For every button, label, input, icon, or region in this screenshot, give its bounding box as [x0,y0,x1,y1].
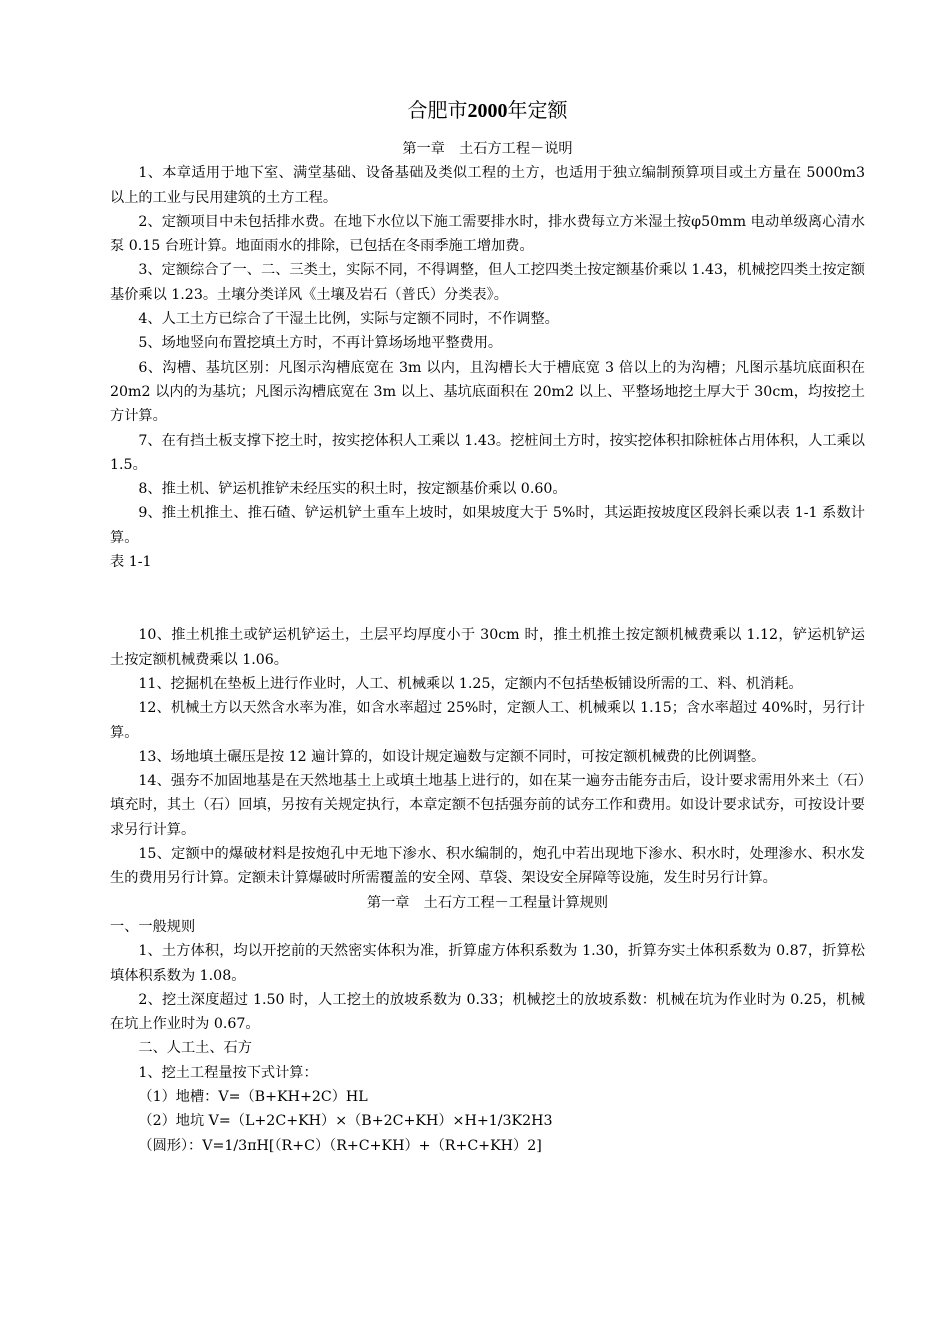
subheading: 一、一般规则 [110,918,196,935]
title-prefix: 合肥市 [407,98,468,122]
document-body [110,96,865,1158]
subheading: 二、人工土、石方 [138,1040,252,1057]
paragraph: 2、定额项目中未包括排水费。在地下水位以下施工需要排水时，排水费每立方米湿土按φ50mm 电动单级离心清水泵 0.15 台班计算。地面雨水的排除，已包括在冬雨季施工增加费。 [110,213,865,255]
formula: （1）地槽：V=（B+KH+2C）HL [138,1088,368,1105]
paragraph: 5、场地竖向布置挖填土方时，不再计算场场地平整费用。 [138,335,503,352]
paragraph: 14、强夯不加固地基是在天然地基土上或填土地基上进行的，如在某一遍夯击能夯击后，设计要求需用外来土（石）填充时，其土（石）回填，另按有关规定执行，本章定额不包括强夯前的试夯工作和费用。如设计要求试夯，可按设计要求另行计算。 [110,773,865,838]
paragraph: 6、沟槽、基坑区别：凡图示沟槽底宽在 3m 以内，且沟槽长大于槽底宽 3 倍以上的为沟槽；凡图示基坑底面积在 20m2 以内的为基坑；凡图示沟槽底宽在 3m 以上、基坑底面积在 20m2 以上、平整场地挖土厚大于 30cm，均按挖土方计算。 [110,359,865,425]
page-title [110,96,865,125]
paragraph: 10、推土机推土或铲运机铲运土，土层平均厚度小于 30cm 时，推土机推土按定额机械费乘以 1.12，铲运机铲运土按定额机械费乘以 1.06。 [110,627,865,668]
paragraph: 2、挖土深度超过 1.50 时，人工挖土的放坡系数为 0.33；机械挖土的放坡系数：机械在坑为作业时为 0.25，机械在坑上作业时为 0.67。 [110,991,865,1033]
paragraph: 12、机械土方以天然含水率为准，如含水率超过 25%时，定额人工、机械乘以 1.15；含水率超过 40%时，另行计算。 [110,700,865,741]
table-placeholder [110,574,865,623]
paragraph: 15、定额中的爆破材料是按炮孔中无地下渗水、积水编制的，炮孔中若出现地下渗水、积水时，处理渗水、积水发生的费用另行计算。定额未计算爆破时所需覆盖的安全网、草袋、架设安全屏障等设施，发生时另行计算。 [110,846,865,887]
title-suffix: 年定额 [507,98,568,122]
paragraph: 1、挖土工程量按下式计算： [138,1064,318,1081]
title-year: 2000 [467,100,508,122]
paragraph: 11、挖掘机在垫板上进行作业时，人工、机械乘以 1.25，定额内不包括垫板铺设所需的工、料、机消耗。 [138,675,803,692]
section1-heading: 第一章 土石方工程－说明 [402,141,573,157]
paragraph: 1、土方体积，均以开挖前的天然密实体积为准，折算虚方体积系数为 1.30，折算夯实土体积系数为 0.87，折算松填体积系数为 1.08。 [110,943,865,984]
formula: （圆形）：V=1/3πH[（R+C）（R+C+KH）+（R+C+KH）2] [138,1137,542,1154]
paragraph: 9、推土机推土、推石碴、铲运机铲土重车上坡时，如果坡度大于 5%时，其运距按坡度区段斜长乘以表 1-1 系数计算。 [110,505,865,546]
paragraph: 3、定额综合了一、二、三类土，实际不同，不得调整，但人工挖四类土按定额基价乘以 1.43，机械挖四类土按定额基价乘以 1.23。土壤分类详风《土壤及岩石（普氏）分类表》。 [110,262,865,303]
formula: （2）地坑 V=（L+2C+KH）×（B+2C+KH）×H+1/3K2H3 [138,1113,553,1130]
paragraph: 8、推土机、铲运机推铲未经压实的积土时，按定额基价乘以 0.60。 [138,481,567,498]
section2-heading: 第一章 土石方工程－工程量计算规则 [366,894,609,911]
paragraph: 4、人工土方已综合了干湿土比例，实际与定额不同时，不作调整。 [138,311,559,328]
paragraph: 1、本章适用于地下室、满堂基础、设备基础及类似工程的土方，也适用于独立编制预算项目或土方量在 5000m3 以上的工业与民用建筑的土方工程。 [110,165,865,206]
paragraph: 13、场地填土碾压是按 12 遍计算的，如设计规定遍数与定额不同时，可按定额机械费的比例调整。 [138,748,766,765]
paragraph: 7、在有挡土板支撑下挖土时，按实挖体积人工乘以 1.43。挖桩间土方时，按实挖体积扣除桩体占用体积，人工乘以 1.5。 [110,432,865,473]
table-label: 表 1-1 [110,554,152,571]
